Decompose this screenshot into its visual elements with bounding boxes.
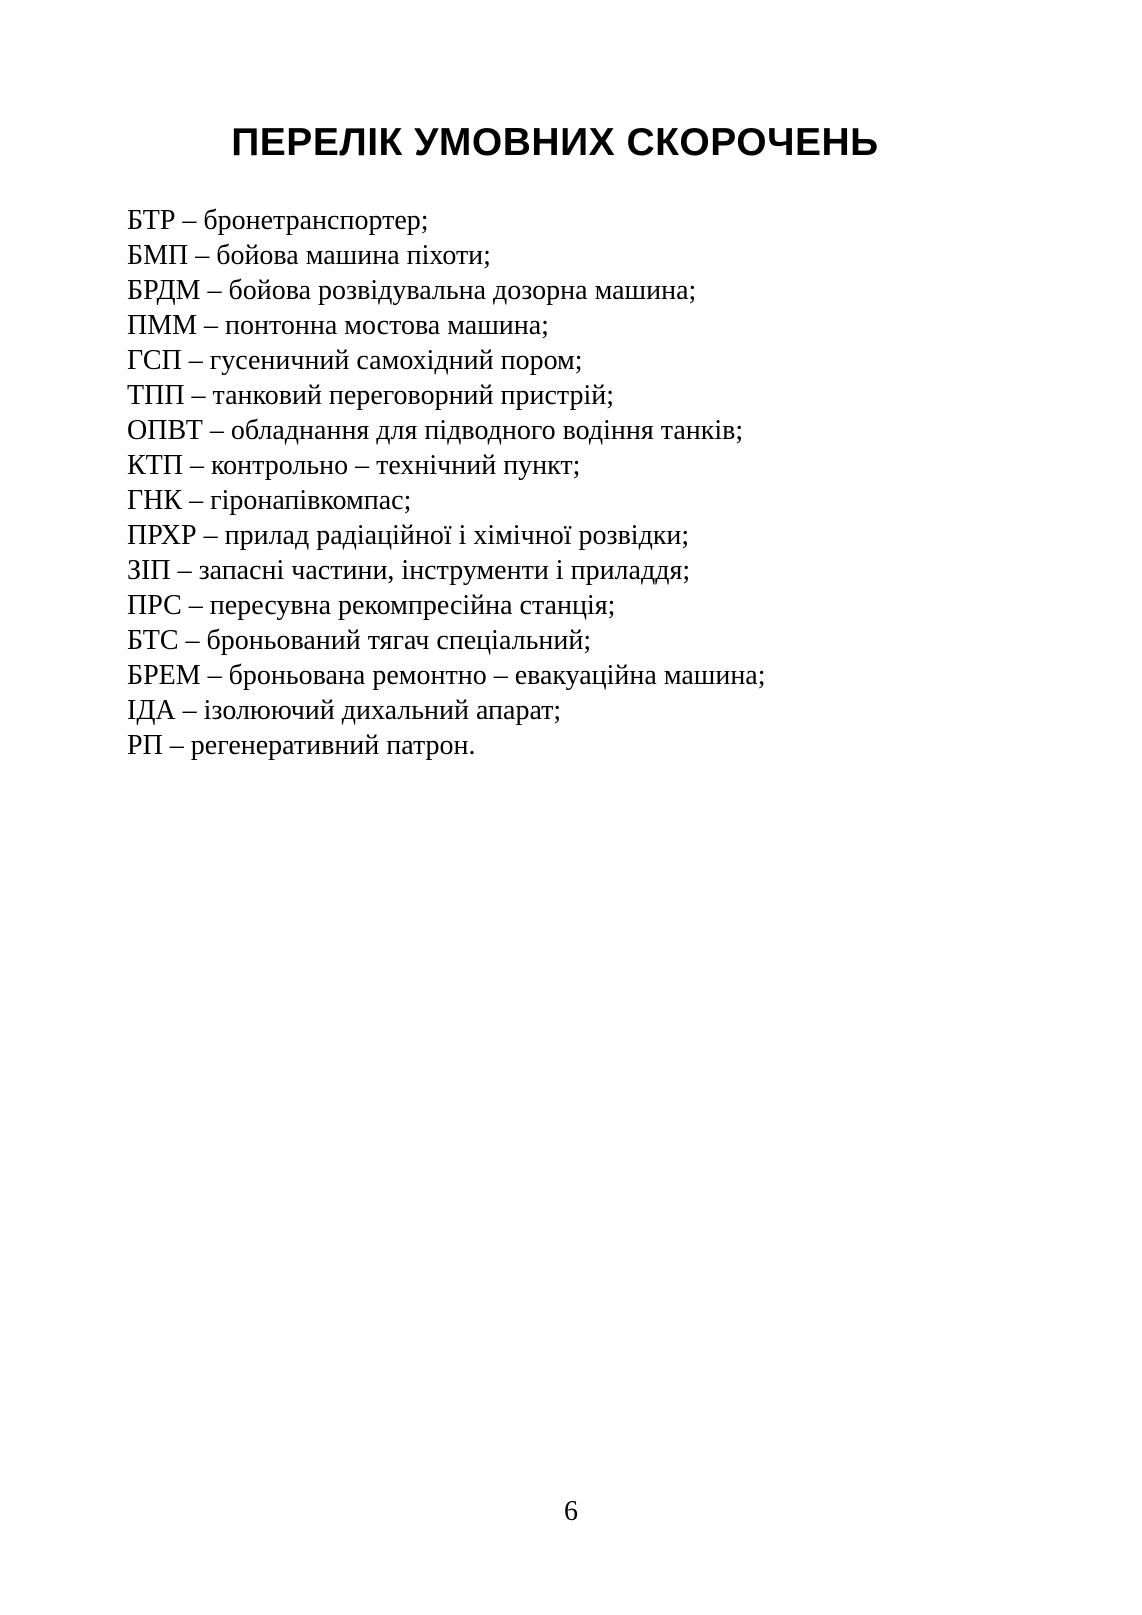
abbreviation-line: БРЕМ – броньована ремонтно – евакуаційна машина; (127, 660, 766, 691)
abbreviation-line: РП – регенеративний патрон. (127, 730, 476, 761)
abbreviation-line: ГСП – гусеничний самохідний пором; (127, 345, 583, 376)
abbreviation-line: ПРС – пересувна рекомпресійна станція; (127, 590, 616, 621)
abbreviation-line: КТП – контрольно – технічний пункт; (127, 450, 581, 481)
page-number: 6 (564, 1496, 578, 1527)
abbreviation-line: БМП – бойова машина піхоти; (127, 240, 491, 271)
abbreviation-line: ПММ – понтонна мостова машина; (127, 310, 549, 341)
abbreviation-list (127, 203, 1082, 763)
abbreviation-line: ЗІП – запасні частини, інструменти і приладдя; (127, 555, 691, 586)
abbreviation-line: БТС – броньований тягач спеціальний; (127, 625, 592, 656)
abbreviation-line: БТР – бронетранспортер; (127, 205, 429, 236)
abbreviation-line: ПРХР – прилад радіаційної і хімічної розвідки; (127, 520, 690, 551)
abbreviation-line: ТПП – танковий переговорний пристрій; (127, 380, 615, 411)
abbreviation-line: ІДА – ізолюючий дихальний апарат; (127, 695, 562, 726)
abbreviation-line: ОПВТ – обладнання для підводного водіння танків; (127, 415, 744, 446)
page-title: ПЕРЕЛІК УМОВНИХ СКОРОЧЕНЬ (231, 121, 879, 164)
abbreviation-line: ГНК – гіронапівкомпас; (127, 485, 412, 516)
abbreviation-line: БРДМ – бойова розвідувальна дозорна машина; (127, 275, 697, 306)
